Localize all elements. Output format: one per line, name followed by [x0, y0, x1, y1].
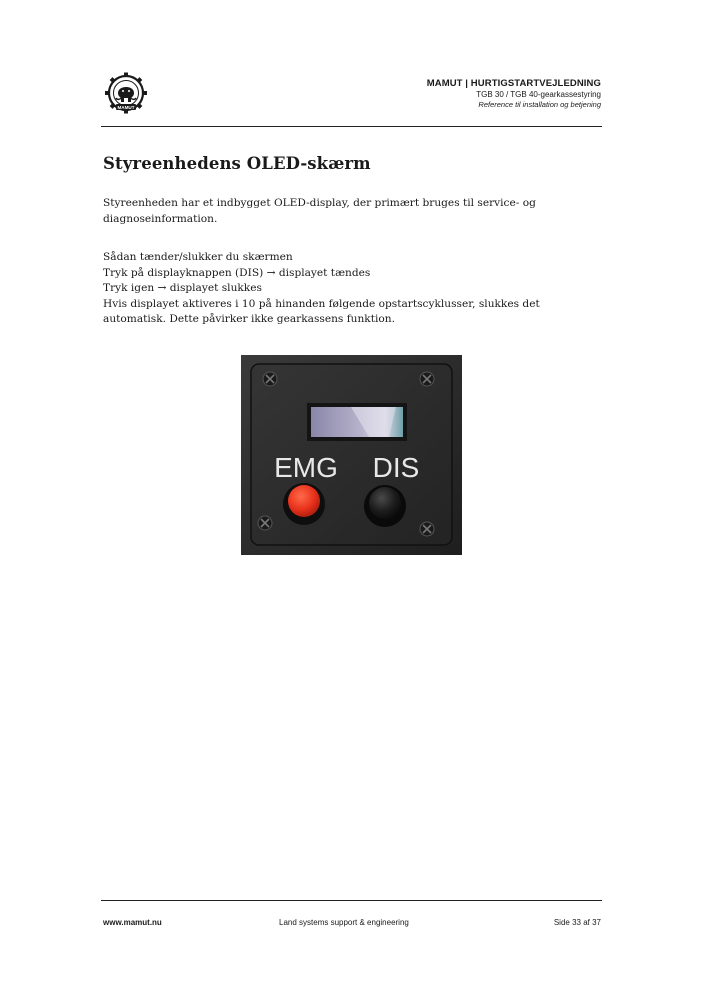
note-text: Hvis displayet aktiveres i 10 på hinanden følgende opstartscyklusser, slukkes det automatisk. Dette påvirker ikke gearkassens funktion. — [103, 297, 540, 325]
steps-title: Sådan tænder/slukker du skærmen — [103, 251, 293, 263]
footer-divider — [101, 900, 602, 901]
intro-text: Styreenheden har et indbygget OLED-display, der primært bruges til service- og diagnoseinformation. — [103, 197, 536, 225]
screw-icon — [263, 372, 277, 386]
step-1: Tryk på displayknappen (DIS) → displayet tændes — [103, 266, 371, 279]
header-divider — [101, 126, 602, 127]
mamut-logo-icon — [101, 71, 151, 115]
page-header — [427, 78, 601, 110]
screw-icon — [420, 372, 434, 386]
screw-icon — [258, 516, 272, 530]
control-panel-photo — [241, 355, 462, 555]
page-number: Side 33 af 37 — [553, 918, 601, 927]
screw-icon — [420, 522, 434, 536]
dis-label: DIS — [372, 452, 420, 483]
emg-label: EMG — [274, 452, 338, 483]
section-heading: Styreenhedens OLED-skærm — [103, 154, 371, 173]
dis-button — [364, 485, 406, 527]
step-2: Tryk igen → displayet slukkes — [103, 282, 262, 294]
footer-tagline: Land systems support & engineering — [279, 918, 409, 927]
logo-text: MAMUT — [117, 104, 135, 110]
oled-display — [307, 403, 407, 441]
header-title: MAMUT | HURTIGSTARTVEJLEDNING — [426, 78, 601, 89]
instructions — [103, 250, 573, 328]
header-subtitle: TGB 30 / TGB 40-gearkassestyring — [476, 90, 601, 99]
header-reference: Reference til installation og betjening — [478, 100, 601, 109]
emg-button — [283, 483, 325, 525]
intro-paragraph — [103, 196, 573, 227]
footer-website: www.mamut.nu — [103, 918, 162, 927]
